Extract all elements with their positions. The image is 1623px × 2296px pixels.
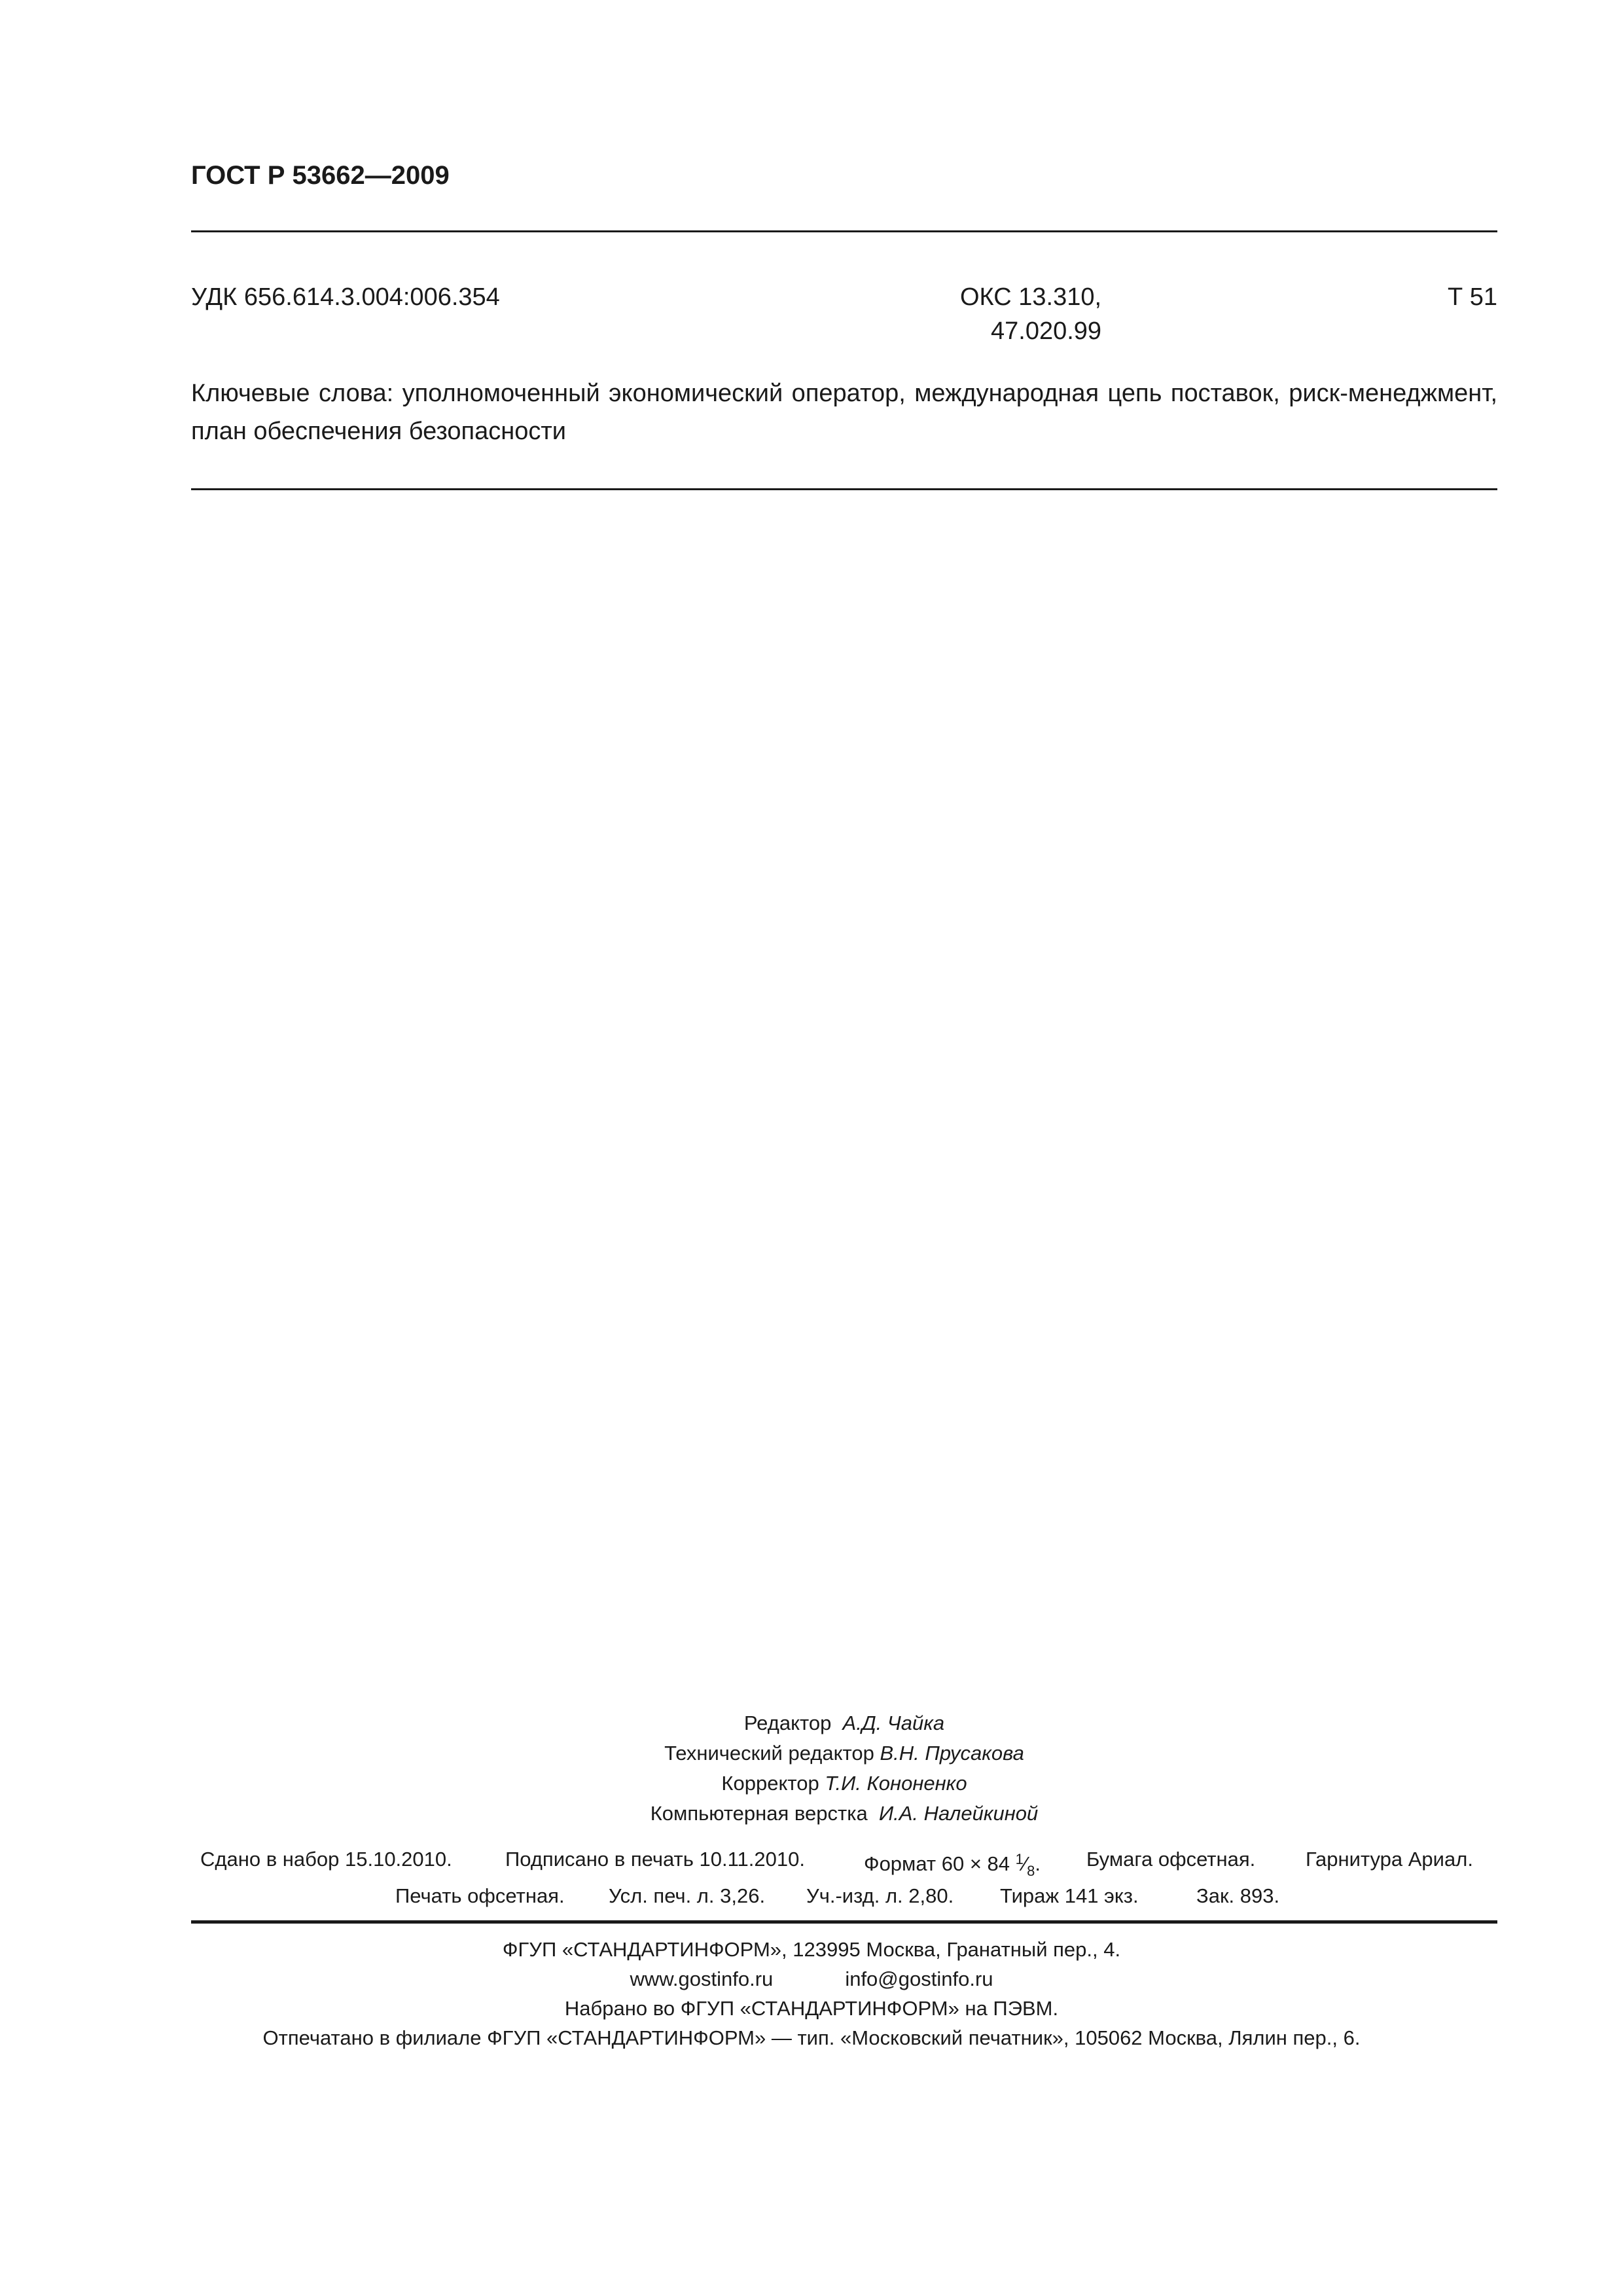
credits-tech-editor: [191, 1738, 1497, 1768]
credits-editor: [191, 1708, 1497, 1738]
layout-name: И.А. Налейкиной: [878, 1802, 1039, 1825]
tech-editor-name: В.Н. Прусакова: [880, 1742, 1024, 1765]
format-suffix: .: [1035, 1852, 1041, 1875]
circulation: Тираж 141 экз.: [1000, 1884, 1139, 1907]
submitted-date: Сдано в набор 15.10.2010.: [200, 1848, 452, 1871]
credits-layout: [191, 1799, 1497, 1828]
printing-type: Печать офсетная.: [395, 1884, 565, 1907]
tech-editor-label: Технический редактор: [664, 1742, 874, 1765]
credits-corrector: [191, 1768, 1497, 1798]
oks-code-line1: ОКС 13.310,: [960, 283, 1102, 311]
t-code: Т 51: [1447, 283, 1497, 311]
publisher-printed: Отпечатано в филиале ФГУП «СТАНДАРТИНФОРМ» — тип. «Московский печатник», 105062 Москва, Лялин пер., 6.: [262, 2026, 1361, 2049]
header-rule: [191, 230, 1497, 232]
keywords: Ключевые слова: уполномоченный экономический оператор, международная цепь поставок, риск-менеджмент, план обеспечения безопасности: [191, 380, 1497, 445]
publisher-address: ФГУП «СТАНДАРТИНФОРМ», 123995 Москва, Гранатный пер., 4.: [502, 1938, 1121, 1961]
keywords-rule: [191, 488, 1497, 490]
oks-code-line2: 47.020.99: [991, 317, 1102, 345]
editor-label: Редактор: [743, 1712, 832, 1734]
printed-sheets: Усл. печ. л. 3,26.: [609, 1884, 766, 1907]
paper-type: Бумага офсетная.: [1086, 1848, 1256, 1871]
typeface: Гарнитура Ариал.: [1306, 1848, 1473, 1871]
publisher-typeset: Набрано во ФГУП «СТАНДАРТИНФОРМ» на ПЭВМ.: [564, 1997, 1059, 2020]
publisher-email: info@gostinfo.ru: [845, 1967, 993, 1990]
udk-code: УДК 656.614.3.004:006.354: [191, 283, 500, 311]
corrector-label: Корректор: [721, 1772, 819, 1795]
print-info-row2: [0, 1881, 1623, 1914]
publisher-website: www.gostinfo.ru: [630, 1967, 774, 1990]
imprint-rule: [191, 1920, 1497, 1924]
format-numerator: 1: [1015, 1851, 1024, 1867]
format-denominator: 8: [1027, 1863, 1035, 1879]
oks-code: [928, 280, 1101, 348]
print-info-row1: [0, 1844, 1623, 1877]
layout-label: Компьютерная верстка: [650, 1802, 868, 1825]
corrector-name: Т.И. Кононенко: [825, 1772, 967, 1795]
document-code: ГОСТ Р 53662—2009: [191, 161, 450, 190]
editor-name: А.Д. Чайка: [842, 1712, 945, 1734]
publisher-contacts: [126, 1964, 1497, 1994]
format-info: Формат 60 × 84 $^1⁄_8$.: [864, 1851, 1041, 1879]
signed-date: Подписано в печать 10.11.2010.: [505, 1848, 805, 1871]
format-prefix: Формат 60 × 84: [864, 1852, 1010, 1875]
order-number: Зак. 893.: [1196, 1884, 1280, 1907]
publisher-sheets: Уч.-изд. л. 2,80.: [806, 1884, 954, 1907]
